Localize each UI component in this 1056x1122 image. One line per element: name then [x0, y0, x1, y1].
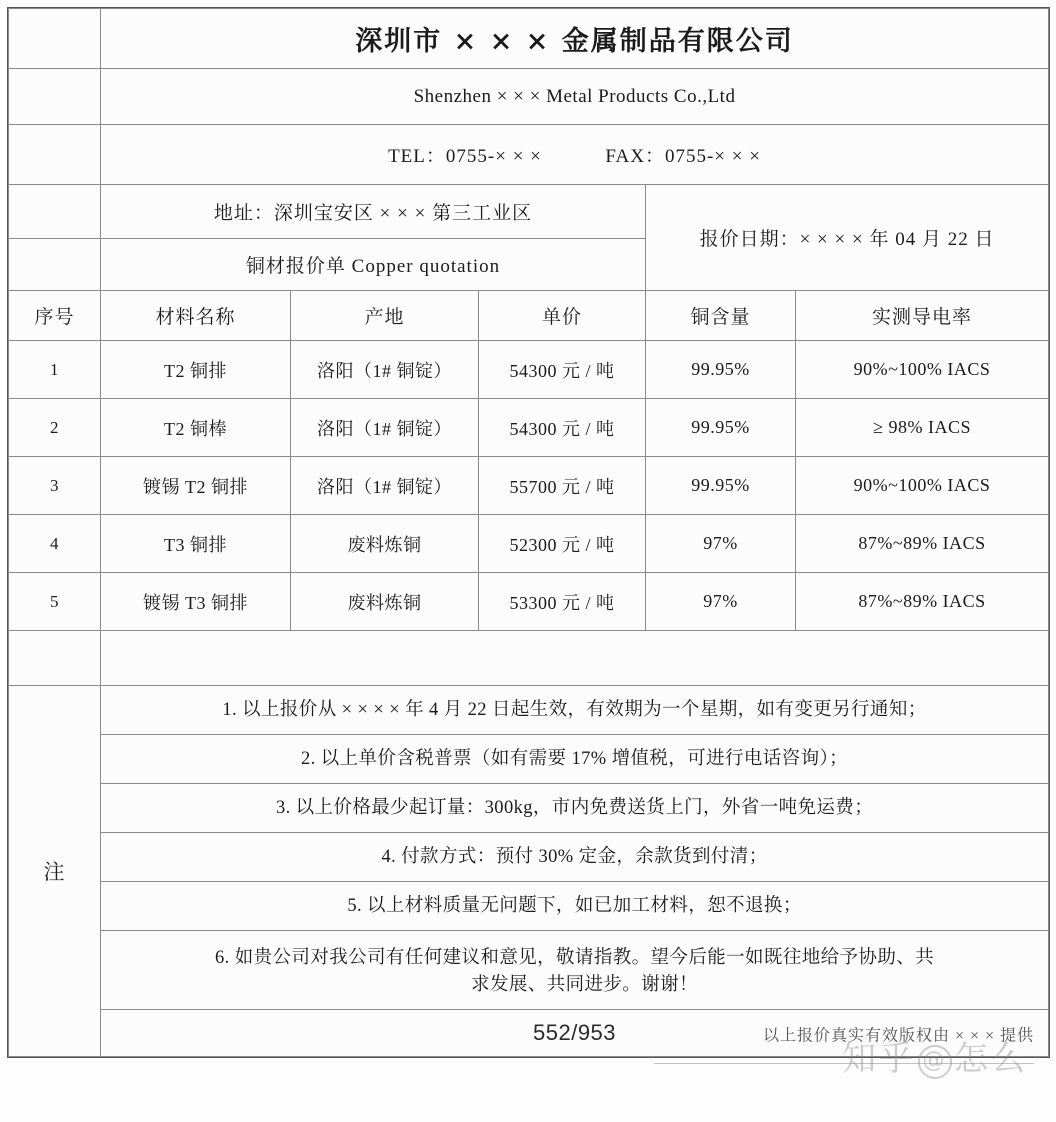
spacer-cell-left-2: [9, 69, 101, 125]
note-item: 3. 以上价格最少起订量：300kg，市内免费送货上门，外省一吨免运费；: [101, 784, 1049, 833]
quote-date: 报价日期：× × × × 年 04 月 22 日: [646, 185, 1049, 291]
note-row-3: [9, 784, 1049, 833]
address-row: [9, 185, 1049, 239]
cell-copper: 99.95%: [646, 399, 796, 457]
page-title: 铜材报价单 Copper quotation: [101, 239, 646, 291]
col-header-copper: 铜含量: [646, 291, 796, 341]
cell-copper: 99.95%: [646, 457, 796, 515]
footer-row: [9, 1010, 1049, 1057]
table-row: [9, 515, 1049, 573]
spacer-cell-left-1: [9, 9, 101, 69]
company-name-en-row: [9, 69, 1049, 125]
note-row-5: [9, 882, 1049, 931]
cell-unit-price: 54300 元 / 吨: [479, 399, 646, 457]
cell-unit-price: 53300 元 / 吨: [479, 573, 646, 631]
note-item: 2. 以上单价含税普票（如有需要 17% 增值税，可进行电话咨询）；: [101, 735, 1049, 784]
cell-material: T2 铜棒: [101, 399, 291, 457]
copyright-note: 以上报价真实有效版权由 × × × 提供: [762, 1027, 1035, 1045]
note-item: 4. 付款方式：预付 30% 定金，余款货到付清；: [101, 833, 1049, 882]
cell-material: 镀锡 T3 铜排: [101, 573, 291, 631]
cell-index: 5: [9, 573, 101, 631]
cell-material: T3 铜排: [101, 515, 291, 573]
company-address: 地址：深圳宝安区 × × × 第三工业区: [101, 185, 646, 239]
watermark-rule: [654, 1063, 1034, 1064]
cell-index: 3: [9, 457, 101, 515]
cell-origin: 废料炼铜: [291, 515, 479, 573]
cell-index: 2: [9, 399, 101, 457]
quotation-table: [8, 8, 1049, 1057]
cell-material: T2 铜排: [101, 341, 291, 399]
note-item-6-line1: 6. 如贵公司对我公司有任何建议和意见，敬请指教。望今后能一如既往地给予协助、共: [215, 948, 935, 969]
note-item-6: [101, 931, 1049, 1010]
col-header-material: 材料名称: [101, 291, 291, 341]
table-row: [9, 399, 1049, 457]
cell-copper: 97%: [646, 573, 796, 631]
watermark-suffix: 怎么: [954, 1039, 1028, 1079]
table-row: [9, 341, 1049, 399]
cell-copper: 97%: [646, 515, 796, 573]
col-header-origin: 产地: [291, 291, 479, 341]
contact-line: [101, 125, 1049, 185]
cell-origin: 洛阳（1# 铜锭）: [291, 399, 479, 457]
cell-material: 镀锡 T2 铜排: [101, 457, 291, 515]
cell-conductivity: ≥ 98% IACS: [796, 399, 1049, 457]
watermark-prefix: 知乎: [842, 1039, 916, 1079]
cell-unit-price: 52300 元 / 吨: [479, 515, 646, 573]
contact-row: [9, 125, 1049, 185]
note-row-2: [9, 735, 1049, 784]
table-row: [9, 573, 1049, 631]
footer-cell: [101, 1010, 1049, 1057]
table-header-row: [9, 291, 1049, 341]
page-number: 552/953: [533, 1020, 617, 1045]
spacer-cell-left-3: [9, 125, 101, 185]
spacer-cell-left-5: [9, 239, 101, 291]
cell-index: 1: [9, 341, 101, 399]
fax-label: FAX：0755-× × ×: [605, 146, 761, 167]
note-row-1: [9, 686, 1049, 735]
blank-spacer-row: [9, 631, 1049, 686]
cell-conductivity: 87%~89% IACS: [796, 573, 1049, 631]
col-header-conductivity: 实测导电率: [796, 291, 1049, 341]
spacer-cell-left-4: [9, 185, 101, 239]
tel-label: TEL：0755-× × ×: [388, 146, 542, 167]
cell-unit-price: 54300 元 / 吨: [479, 341, 646, 399]
cell-unit-price: 55700 元 / 吨: [479, 457, 646, 515]
cell-conductivity: 90%~100% IACS: [796, 341, 1049, 399]
watermark-at-icon: @: [918, 1045, 952, 1079]
company-name-en: Shenzhen × × × Metal Products Co.,Ltd: [101, 69, 1049, 125]
cell-copper: 99.95%: [646, 341, 796, 399]
note-row-6: [9, 931, 1049, 1010]
col-header-index: 序号: [9, 291, 101, 341]
cell-index: 4: [9, 515, 101, 573]
blank-cell-right: [101, 631, 1049, 686]
cell-origin: 洛阳（1# 铜锭）: [291, 341, 479, 399]
cell-conductivity: 87%~89% IACS: [796, 515, 1049, 573]
note-item-6-line2: 求发展、共同进步。谢谢！: [471, 975, 698, 995]
blank-cell-left: [9, 631, 101, 686]
cell-origin: 洛阳（1# 铜锭）: [291, 457, 479, 515]
notes-label: 注: [9, 686, 101, 1057]
note-row-4: [9, 833, 1049, 882]
table-row: [9, 457, 1049, 515]
company-name-cn: 深圳市 × × × 金属制品有限公司: [101, 9, 1049, 69]
cell-conductivity: 90%~100% IACS: [796, 457, 1049, 515]
cell-origin: 废料炼铜: [291, 573, 479, 631]
note-item: 1. 以上报价从 × × × × 年 4 月 22 日起生效，有效期为一个星期，如有变更另行通知；: [101, 686, 1049, 735]
note-item: 5. 以上材料质量无问题下，如已加工材料，恕不退换；: [101, 882, 1049, 931]
col-header-unit-price: 单价: [479, 291, 646, 341]
company-name-row: [9, 9, 1049, 69]
